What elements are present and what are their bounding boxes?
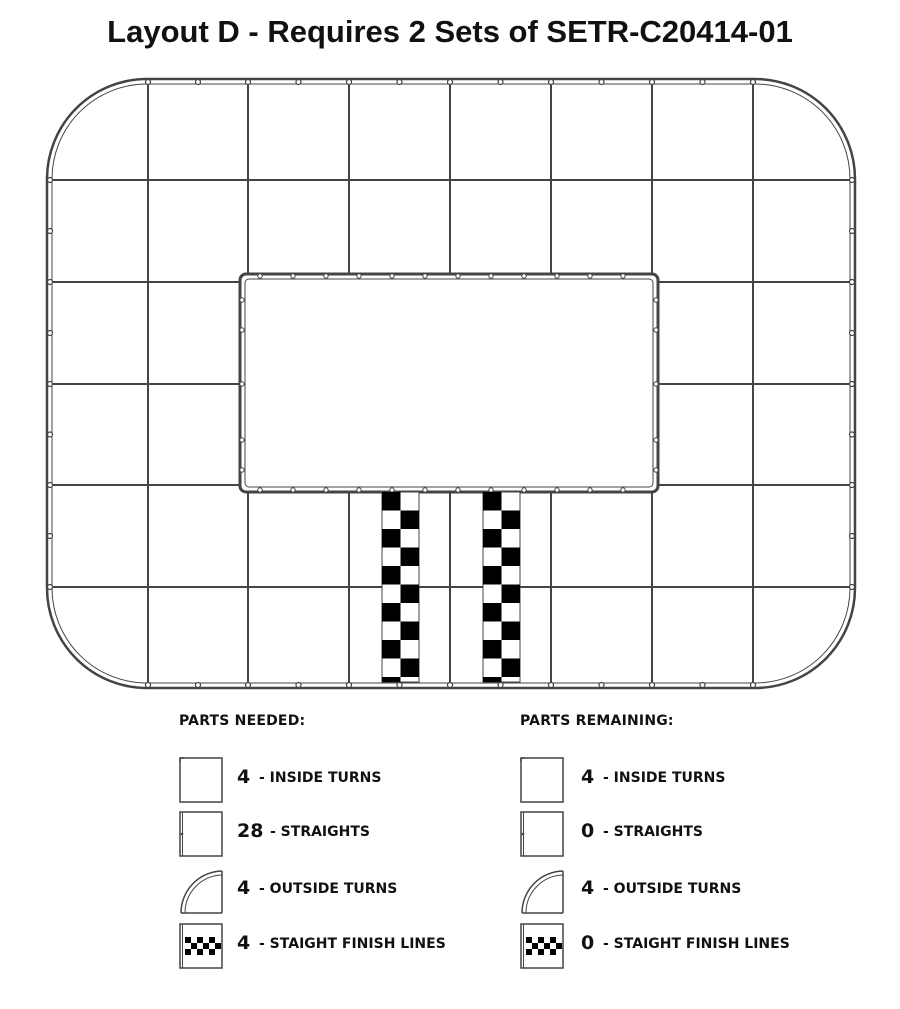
parts-remaining-heading: PARTS REMAINING: — [520, 713, 674, 729]
part-qty: 4 — [237, 766, 251, 788]
connector-peg — [48, 178, 53, 183]
connector-peg — [489, 274, 493, 278]
connector-peg — [522, 488, 526, 492]
part-label: - INSIDE TURNS — [603, 770, 726, 786]
outside-turn-icon — [179, 868, 223, 914]
finish-line-square — [382, 603, 401, 622]
connector-peg — [751, 80, 756, 85]
straight-icon — [179, 811, 223, 857]
connector-peg — [700, 683, 705, 688]
infield-box — [240, 274, 658, 492]
connector-peg — [456, 488, 460, 492]
connector-peg — [654, 382, 658, 386]
part-qty: 4 — [581, 877, 595, 899]
connector-peg — [621, 488, 625, 492]
part-label: - STAIGHT FINISH LINES — [603, 936, 790, 952]
connector-peg — [347, 80, 352, 85]
inside-turn-icon — [520, 757, 564, 803]
finish-line-square — [483, 566, 502, 585]
connector-peg — [357, 274, 361, 278]
connector-peg — [397, 683, 402, 688]
connector-peg — [650, 80, 655, 85]
finish-line-square — [483, 640, 502, 659]
connector-peg — [423, 274, 427, 278]
connector-peg — [240, 382, 244, 386]
connector-peg — [48, 382, 53, 387]
part-qty: 28 — [237, 820, 264, 842]
finish-line-square — [502, 659, 521, 678]
connector-peg — [48, 229, 53, 234]
finish-line-square — [502, 511, 521, 530]
connector-peg — [654, 298, 658, 302]
connector-peg — [423, 488, 427, 492]
connector-peg — [48, 331, 53, 336]
part-label: - STRAIGHTS — [603, 824, 703, 840]
connector-peg — [240, 438, 244, 442]
finish-line-square — [401, 548, 420, 567]
finish-line-square — [502, 622, 521, 641]
part-qty: 0 — [581, 932, 595, 954]
connector-peg — [324, 274, 328, 278]
finish-line-square — [483, 677, 502, 682]
connector-peg — [621, 274, 625, 278]
connector-peg — [700, 80, 705, 85]
connector-peg — [850, 432, 855, 437]
connector-peg — [296, 683, 301, 688]
connector-peg — [654, 328, 658, 332]
connector-peg — [549, 683, 554, 688]
connector-peg — [850, 331, 855, 336]
connector-peg — [555, 488, 559, 492]
connector-peg — [588, 274, 592, 278]
connector-peg — [390, 274, 394, 278]
connector-peg — [850, 483, 855, 488]
connector-peg — [246, 683, 251, 688]
finish-line-square — [401, 622, 420, 641]
connector-peg — [48, 483, 53, 488]
connector-peg — [48, 432, 53, 437]
connector-peg — [146, 80, 151, 85]
connector-peg — [324, 488, 328, 492]
part-qty: 4 — [237, 932, 251, 954]
page-title: Layout D - Requires 2 Sets of SETR-C20414-01 — [107, 14, 793, 49]
connector-peg — [498, 683, 503, 688]
connector-peg — [599, 683, 604, 688]
connector-peg — [258, 488, 262, 492]
connector-peg — [357, 488, 361, 492]
connector-peg — [48, 280, 53, 285]
finish-line-square — [502, 585, 521, 604]
finish-line-square — [483, 492, 502, 511]
connector-peg — [48, 534, 53, 539]
connector-peg — [448, 80, 453, 85]
part-label: - INSIDE TURNS — [259, 770, 382, 786]
connector-peg — [240, 328, 244, 332]
connector-peg — [555, 274, 559, 278]
finish-line-square — [382, 492, 401, 511]
connector-peg — [246, 80, 251, 85]
connector-peg — [296, 80, 301, 85]
inside-turn-icon — [179, 757, 223, 803]
part-qty: 4 — [581, 766, 595, 788]
finish-line-icon — [520, 923, 564, 969]
connector-peg — [240, 298, 244, 302]
finish-line-square — [502, 548, 521, 567]
connector-peg — [522, 274, 526, 278]
connector-peg — [258, 274, 262, 278]
finish-line-square — [382, 566, 401, 585]
connector-peg — [654, 438, 658, 442]
connector-peg — [549, 80, 554, 85]
part-qty: 4 — [237, 877, 251, 899]
connector-peg — [240, 468, 244, 472]
finish-line-square — [401, 511, 420, 530]
connector-peg — [850, 178, 855, 183]
connector-peg — [291, 274, 295, 278]
finish-line-square — [483, 529, 502, 548]
connector-peg — [850, 229, 855, 234]
finish-line-square — [401, 659, 420, 678]
connector-peg — [456, 274, 460, 278]
parts-needed-heading: PARTS NEEDED: — [179, 713, 306, 729]
finish-line-square — [382, 529, 401, 548]
connector-peg — [751, 683, 756, 688]
connector-peg — [850, 280, 855, 285]
connector-peg — [448, 683, 453, 688]
connector-peg — [146, 683, 151, 688]
connector-peg — [654, 468, 658, 472]
part-label: - OUTSIDE TURNS — [603, 881, 742, 897]
straight-icon — [520, 811, 564, 857]
connector-peg — [850, 382, 855, 387]
connector-peg — [588, 488, 592, 492]
part-qty: 0 — [581, 820, 595, 842]
part-label: - OUTSIDE TURNS — [259, 881, 398, 897]
connector-peg — [196, 80, 201, 85]
connector-peg — [599, 80, 604, 85]
connector-peg — [397, 80, 402, 85]
part-label: - STRAIGHTS — [270, 824, 370, 840]
connector-peg — [650, 683, 655, 688]
finish-line-square — [401, 585, 420, 604]
finish-line-icon — [179, 923, 223, 969]
part-label: - STAIGHT FINISH LINES — [259, 936, 446, 952]
finish-line-square — [483, 603, 502, 622]
connector-peg — [850, 585, 855, 590]
connector-peg — [498, 80, 503, 85]
connector-peg — [291, 488, 295, 492]
connector-peg — [347, 683, 352, 688]
connector-peg — [850, 534, 855, 539]
finish-line-square — [382, 640, 401, 659]
finish-line-square — [382, 677, 401, 682]
outside-turn-icon — [520, 868, 564, 914]
connector-peg — [48, 585, 53, 590]
connector-peg — [196, 683, 201, 688]
